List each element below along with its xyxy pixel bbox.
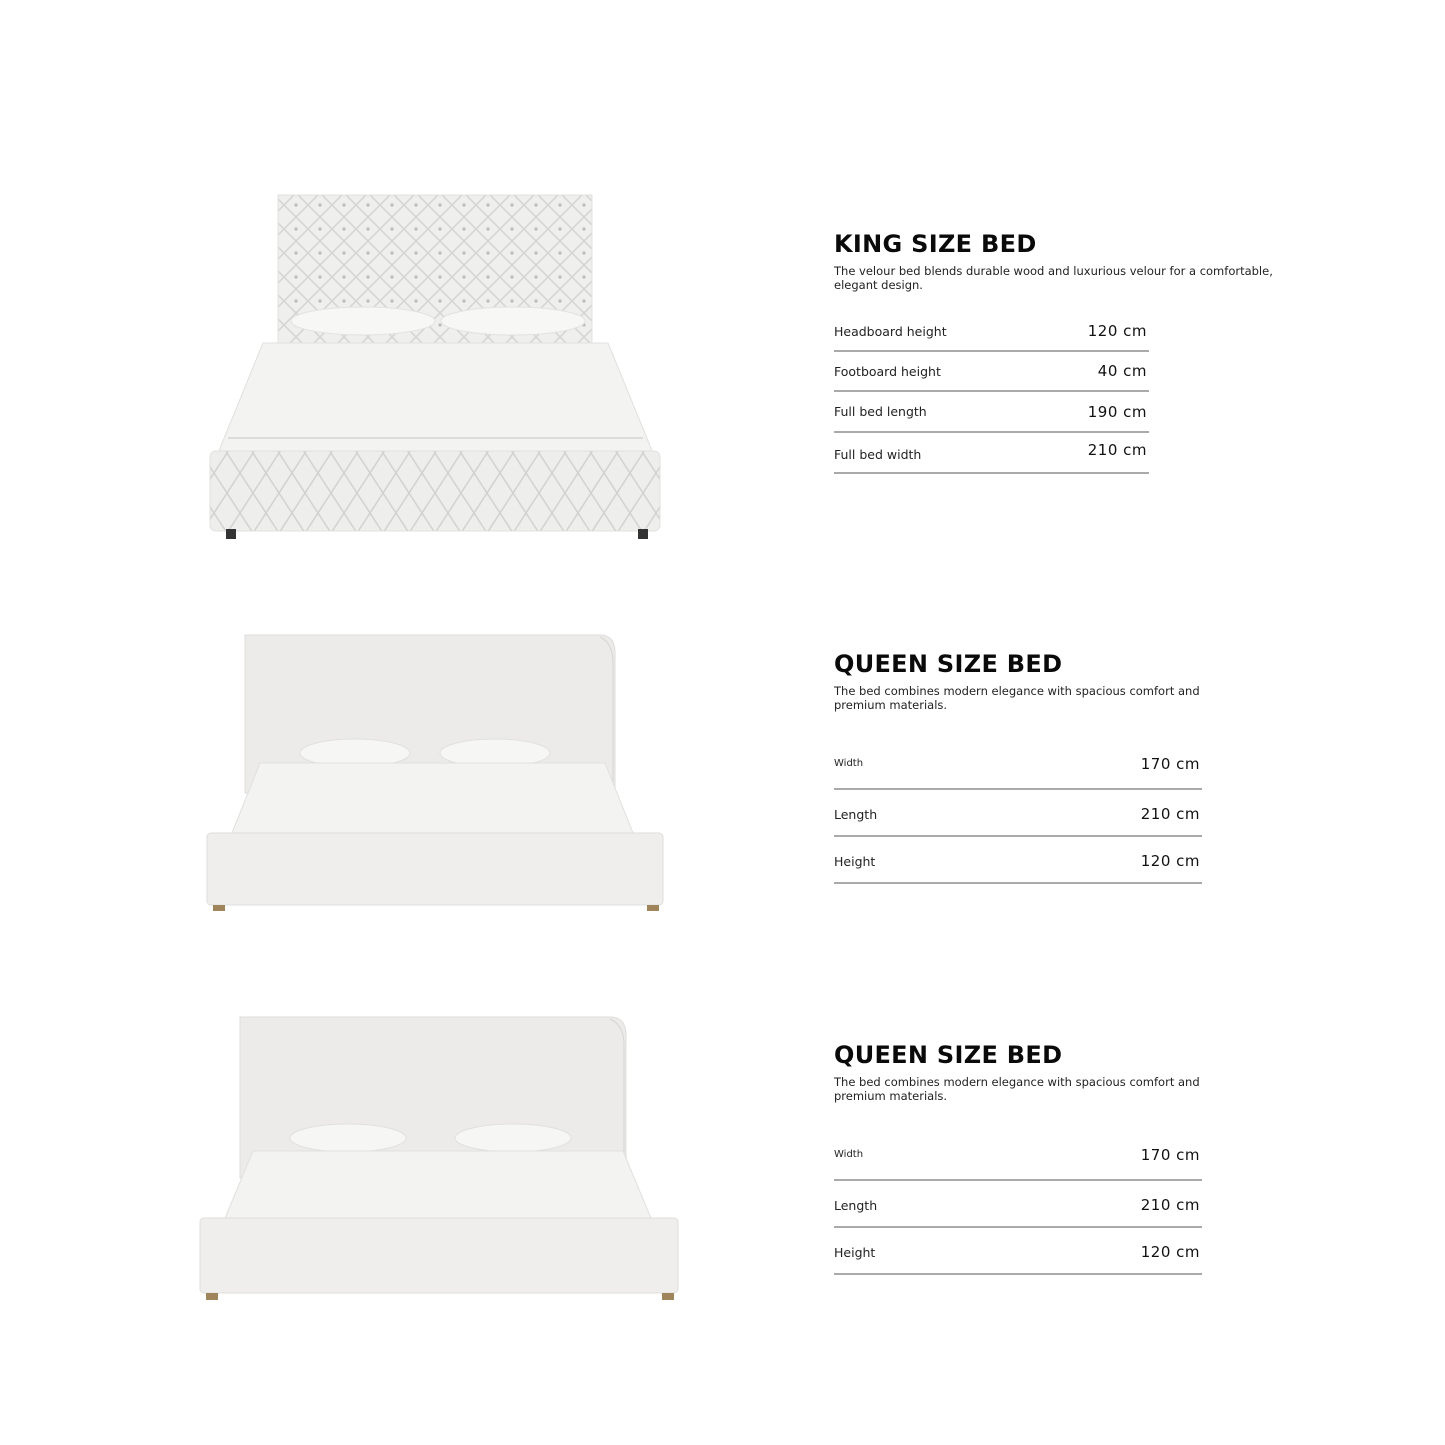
spec-value: 170 cm — [1140, 1146, 1200, 1164]
product-king — [834, 230, 1274, 462]
product-title: KING SIZE BED — [834, 230, 1037, 258]
spec-value: 40 cm — [1097, 362, 1147, 380]
spec-table — [834, 742, 1202, 884]
spec-label: Width — [834, 1149, 864, 1160]
product-description: The bed combines modern elegance with spacious comfort and premium materials. — [834, 1075, 1200, 1103]
product-queen-1 — [834, 650, 1214, 870]
spec-row — [834, 1181, 1202, 1228]
queen-bed-image — [205, 633, 667, 915]
spec-row — [834, 1133, 1202, 1181]
product-description: The velour bed blends durable wood and luxurious velour for a comfortable, elegant design. — [834, 264, 1273, 292]
spec-label: Full bed width — [834, 447, 922, 462]
product-title: QUEEN SIZE BED — [834, 1041, 1063, 1069]
spec-row — [834, 312, 1149, 352]
product-queen-2 — [834, 1041, 1214, 1261]
spec-label: Width — [834, 758, 864, 769]
spec-row — [834, 790, 1202, 837]
spec-row — [834, 433, 1149, 474]
spec-label: Length — [834, 807, 878, 822]
spec-label: Length — [834, 1198, 878, 1213]
king-bed-image — [188, 193, 678, 543]
queen-bed-image — [198, 1013, 682, 1305]
spec-value: 210 cm — [1140, 805, 1200, 823]
spec-table — [834, 1133, 1202, 1275]
spec-value: 120 cm — [1087, 322, 1147, 340]
product-title: QUEEN SIZE BED — [834, 650, 1063, 678]
spec-value: 120 cm — [1140, 1243, 1200, 1261]
spec-label: Footboard height — [834, 364, 941, 379]
spec-label: Headboard height — [834, 324, 947, 339]
product-description: The bed combines modern elegance with spacious comfort and premium materials. — [834, 684, 1200, 712]
spec-value: 170 cm — [1140, 755, 1200, 773]
spec-table — [834, 312, 1149, 474]
spec-label: Height — [834, 854, 876, 869]
spec-value: 210 cm — [1140, 1196, 1200, 1214]
spec-value: 190 cm — [1087, 403, 1147, 421]
spec-value: 120 cm — [1140, 852, 1200, 870]
spec-row — [834, 392, 1149, 433]
spec-value: 210 cm — [1087, 441, 1147, 459]
spec-row — [834, 1228, 1202, 1275]
spec-label: Full bed length — [834, 404, 927, 419]
spec-row — [834, 352, 1149, 392]
spec-row — [834, 742, 1202, 790]
spec-row — [834, 837, 1202, 884]
spec-label: Height — [834, 1245, 876, 1260]
